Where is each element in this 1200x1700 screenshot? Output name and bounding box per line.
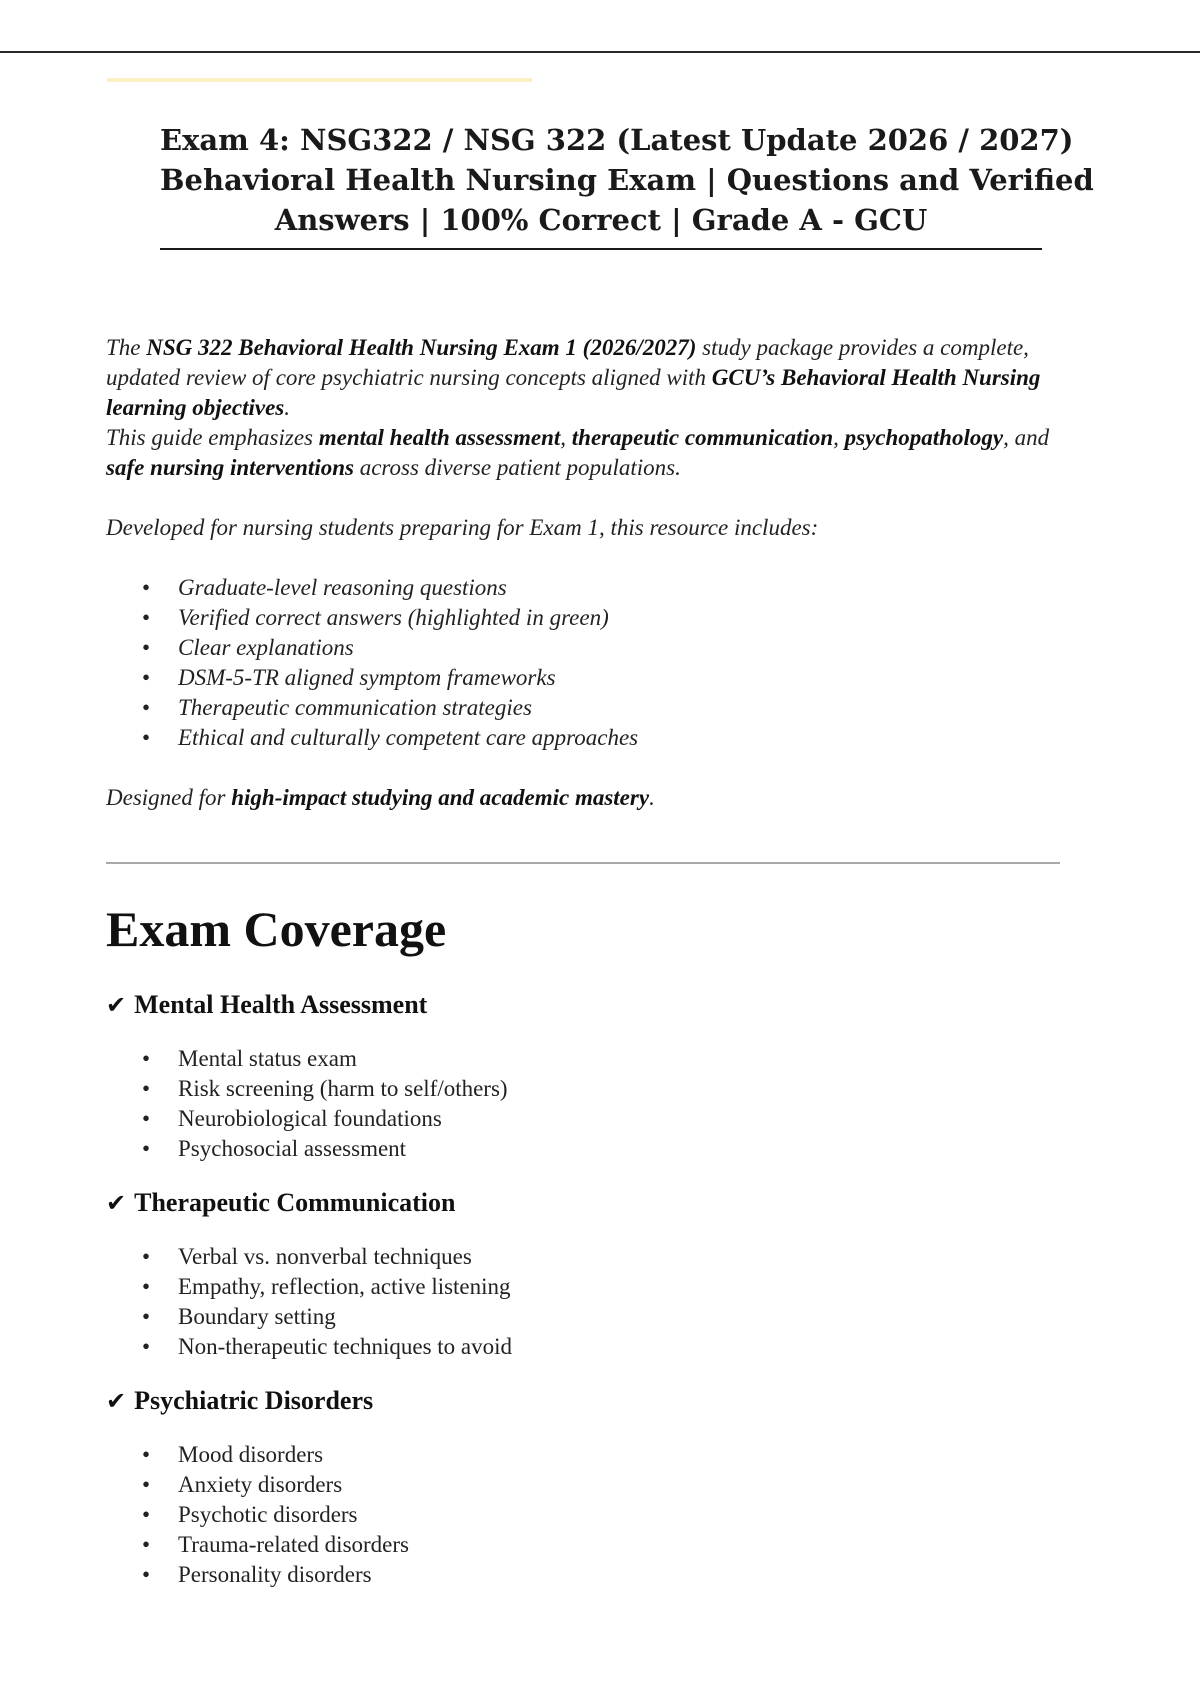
bullet-icon: • xyxy=(142,1334,151,1359)
bullet-icon: • xyxy=(142,1046,151,1071)
intro-p4-text: Designed for xyxy=(106,785,232,810)
bullet-icon: • xyxy=(142,1106,151,1131)
intro-paragraph-3: Developed for nursing students preparing for Exam 1, this resource includes: xyxy=(106,515,819,540)
list-item xyxy=(106,1272,1006,1302)
document-title xyxy=(160,120,1094,250)
list-item-text: Neurobiological foundations xyxy=(178,1106,442,1131)
coverage-sections xyxy=(106,988,1006,1612)
coverage-section-mental-health-assessment xyxy=(106,988,1006,1164)
intro-p1-text: . xyxy=(284,395,290,420)
list-item xyxy=(106,1134,1006,1164)
list-item-text: Mood disorders xyxy=(178,1442,324,1467)
list-item-text: Empathy, reflection, active listening xyxy=(178,1274,511,1299)
bullet-icon: • xyxy=(142,635,151,660)
bullet-icon: • xyxy=(142,665,151,690)
intro-p2-text: , xyxy=(833,425,845,450)
intro-p2-text: across diverse patient populations. xyxy=(353,455,681,480)
coverage-section-psychiatric-disorders xyxy=(106,1384,1006,1590)
list-item-text: Anxiety disorders xyxy=(178,1472,343,1497)
list-item-text: Therapeutic communication strategies xyxy=(178,695,532,720)
checkmark-icon: ✔ xyxy=(106,991,127,1019)
intro-p4-text: . xyxy=(649,785,655,810)
list-item-text: Trauma-related disorders xyxy=(178,1532,409,1557)
list-item xyxy=(106,1242,1006,1272)
list-item-text: Graduate-level reasoning questions xyxy=(178,575,507,600)
list-item xyxy=(106,663,1076,693)
intro-p2-text: , xyxy=(560,425,572,450)
bullet-icon: • xyxy=(142,1472,151,1497)
list-item xyxy=(106,633,1076,663)
list-item-text: Verified correct answers (highlighted in green) xyxy=(178,605,609,630)
intro-p2-text: This guide emphasizes xyxy=(106,425,319,450)
list-item-text: Non-therapeutic techniques to avoid xyxy=(178,1334,513,1359)
section-title xyxy=(106,1384,1006,1418)
section-title xyxy=(106,1186,1006,1220)
list-item xyxy=(106,1104,1006,1134)
bullet-icon: • xyxy=(142,575,151,600)
list-item xyxy=(106,1470,1006,1500)
includes-list xyxy=(106,573,1076,753)
list-item xyxy=(106,1074,1006,1104)
intro-p2-bold: psychopathology xyxy=(844,425,1004,450)
list-item-text: Ethical and culturally competent care approaches xyxy=(178,725,639,750)
checkmark-icon: ✔ xyxy=(106,1189,127,1217)
page-top-border xyxy=(0,51,1200,53)
intro-p2-text: , and xyxy=(1003,425,1050,450)
list-item-text: Personality disorders xyxy=(178,1562,372,1587)
intro-paragraph-2 xyxy=(106,423,1076,483)
list-item xyxy=(106,1500,1006,1530)
section-list xyxy=(106,1440,1006,1590)
title-line-3: Answers | 100% Correct | Grade A - GCU xyxy=(274,203,928,237)
list-item xyxy=(106,573,1076,603)
list-item xyxy=(106,1332,1006,1362)
list-item xyxy=(106,723,1076,753)
bullet-icon: • xyxy=(142,1274,151,1299)
list-item xyxy=(106,1302,1006,1332)
coverage-section-therapeutic-communication xyxy=(106,1186,1006,1362)
bullet-icon: • xyxy=(142,1502,151,1527)
coverage-heading: Exam Coverage xyxy=(106,901,447,957)
highlight-bar xyxy=(107,78,532,82)
bullet-icon: • xyxy=(142,1244,151,1269)
list-item-text: Boundary setting xyxy=(178,1304,336,1329)
section-title-text: Psychiatric Disorders xyxy=(134,1386,374,1415)
bullet-icon: • xyxy=(142,605,151,630)
title-line-2: Behavioral Health Nursing Exam | Questions and Verified xyxy=(160,163,1094,197)
bullet-icon: • xyxy=(142,1076,151,1101)
bullet-icon: • xyxy=(142,1562,151,1587)
section-title-text: Therapeutic Communication xyxy=(134,1188,456,1217)
list-item-text: DSM-5-TR aligned symptom frameworks xyxy=(178,665,556,690)
section-title-text: Mental Health Assessment xyxy=(134,990,428,1019)
intro-p2-bold: therapeutic communication xyxy=(571,425,834,450)
intro-p1-bold: GCU’s Behavioral Health Nursing learning objectives xyxy=(106,365,1041,420)
list-item xyxy=(106,693,1076,723)
checkmark-icon: ✔ xyxy=(106,1387,127,1415)
intro-p1-text: study package provides a complete, updated review of core psychiatric nursing concepts aligned with xyxy=(106,335,1029,390)
intro-p1-text: The xyxy=(106,335,147,360)
list-item-text: Psychotic disorders xyxy=(178,1502,358,1527)
title-line-1: Exam 4: NSG322 / NSG 322 (Latest Update 2026 / 2027) xyxy=(160,123,1074,157)
bullet-icon: • xyxy=(142,1304,151,1329)
intro-paragraph-4 xyxy=(106,783,1076,813)
list-item xyxy=(106,603,1076,633)
list-item-text: Clear explanations xyxy=(178,635,354,660)
list-item xyxy=(106,1440,1006,1470)
list-item-text: Psychosocial assessment xyxy=(178,1136,407,1161)
bullet-icon: • xyxy=(142,695,151,720)
intro-p2-bold: safe nursing interventions xyxy=(106,455,354,480)
bullet-icon: • xyxy=(142,725,151,750)
bullet-icon: • xyxy=(142,1532,151,1557)
intro-p1-bold: NSG 322 Behavioral Health Nursing Exam 1 (2026/2027) xyxy=(146,335,697,360)
bullet-icon: • xyxy=(142,1136,151,1161)
section-divider xyxy=(106,862,1060,864)
bullet-icon: • xyxy=(142,1442,151,1467)
intro-p2-bold: mental health assessment xyxy=(318,425,561,450)
section-list xyxy=(106,1044,1006,1164)
list-item xyxy=(106,1530,1006,1560)
section-title xyxy=(106,988,1006,1022)
section-list xyxy=(106,1242,1006,1362)
list-item xyxy=(106,1044,1006,1074)
list-item xyxy=(106,1560,1006,1590)
intro-p4-bold: high-impact studying and academic mastery xyxy=(231,785,650,810)
intro-section xyxy=(106,333,1076,813)
list-item-text: Verbal vs. nonverbal techniques xyxy=(178,1244,472,1269)
intro-paragraph-1 xyxy=(106,333,1076,423)
list-item-text: Mental status exam xyxy=(178,1046,357,1071)
list-item-text: Risk screening (harm to self/others) xyxy=(178,1076,508,1101)
